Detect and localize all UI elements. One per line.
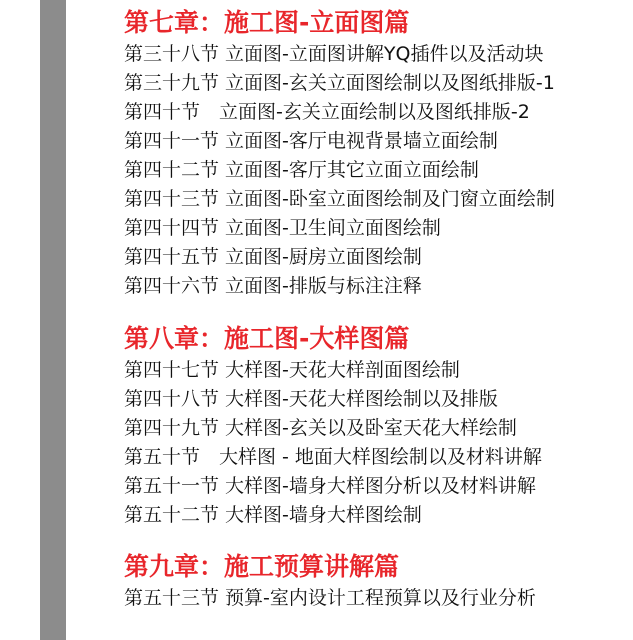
chapter-title: 第七章：施工图-立面图篇 bbox=[124, 8, 410, 37]
chapter-title: 第九章：施工预算讲解篇 bbox=[124, 552, 400, 581]
course-outline bbox=[124, 8, 624, 613]
lesson-48: 第四十八节 大样图-天花大样图绘制以及排版 bbox=[124, 388, 498, 410]
lesson-51: 第五十一节 大样图-墙身大样图分析以及材料讲解 bbox=[124, 475, 536, 497]
lesson-38: 第三十八节 立面图-立面图讲解YQ插件以及活动块 bbox=[124, 43, 544, 65]
lesson-42: 第四十二节 立面图-客厅其它立面立面绘制 bbox=[124, 159, 479, 181]
lesson-50: 第五十节 大样图 - 地面大样图绘制以及材料讲解 bbox=[124, 446, 542, 468]
chapter-title: 第八章：施工图-大样图篇 bbox=[124, 324, 410, 353]
lesson-41: 第四十一节 立面图-客厅电视背景墙立面绘制 bbox=[124, 130, 498, 152]
lesson-49: 第四十九节 大样图-玄关以及卧室天花大样绘制 bbox=[124, 417, 517, 439]
chapter-7 bbox=[124, 8, 624, 301]
lesson-45: 第四十五节 立面图-厨房立面图绘制 bbox=[124, 246, 422, 268]
lesson-52: 第五十二节 大样图-墙身大样图绘制 bbox=[124, 504, 422, 526]
lesson-47: 第四十七节 大样图-天花大样剖面图绘制 bbox=[124, 359, 460, 381]
lesson-39: 第三十九节 立面图-玄关立面图绘制以及图纸排版-1 bbox=[124, 72, 555, 94]
lesson-53: 第五十三节 预算-室内设计工程预算以及行业分析 bbox=[124, 587, 536, 609]
side-bar bbox=[40, 0, 66, 640]
chapter-8 bbox=[124, 324, 624, 530]
lesson-44: 第四十四节 立面图-卫生间立面图绘制 bbox=[124, 217, 441, 239]
chapter-9 bbox=[124, 552, 624, 613]
lesson-46: 第四十六节 立面图-排版与标注注释 bbox=[124, 275, 422, 297]
lesson-40: 第四十节 立面图-玄关立面绘制以及图纸排版-2 bbox=[124, 101, 530, 123]
lesson-43: 第四十三节 立面图-卧室立面图绘制及门窗立面绘制 bbox=[124, 188, 555, 210]
